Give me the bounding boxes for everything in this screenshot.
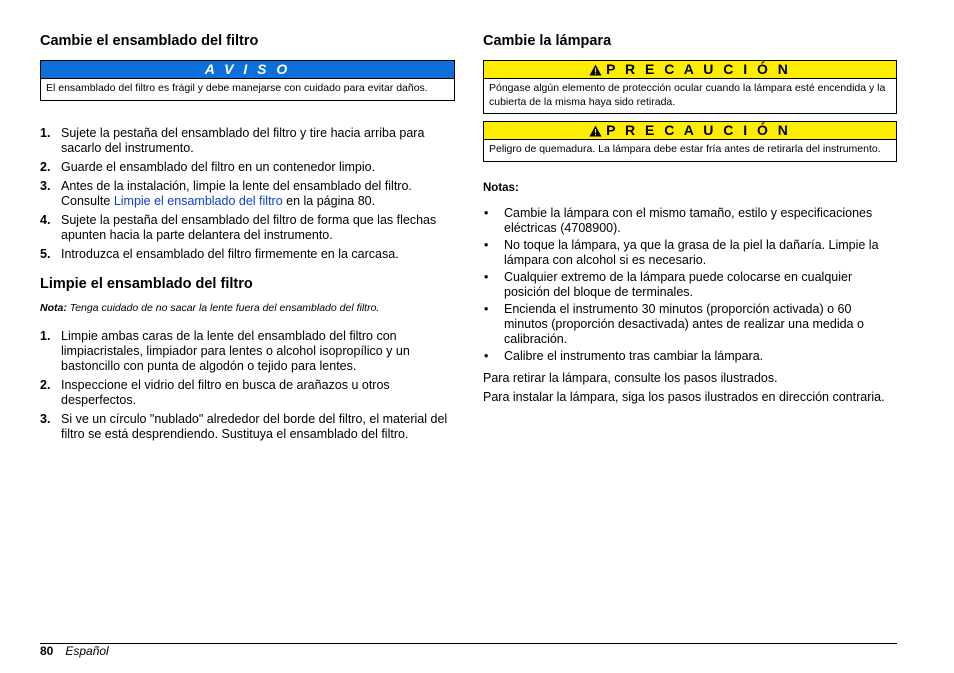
caution-text-2: Peligro de quemadura. La lámpara debe estar fría antes de retirarla del instrumento.: [489, 143, 881, 155]
change-filter-steps: [40, 126, 455, 262]
notes-label: Notas:: [483, 182, 519, 194]
section-title-change-filter: Cambie el ensamblado del filtro: [40, 33, 259, 49]
list-item: 5. Introduzca el ensamblado del filtro firmemente en la carcasa.: [40, 247, 399, 261]
link-clean-filter[interactable]: Limpie el ensamblado del filtro: [113, 194, 283, 208]
warning-triangle-icon: [589, 64, 602, 76]
list-item: 3. Si ve un círculo "nublado" alrededor del borde del filtro, el material del filtro se está desprendiendo. Sustituya el ensamblado del filtro.: [40, 412, 448, 441]
caution-notice-2: [483, 121, 897, 162]
list-item: 3. Antes de la instalación, limpie la lente del ensamblado del filtro. Consulte Limpie el ensamblado del filtro en la página 80.: [40, 179, 412, 208]
footer-language: Español: [65, 644, 109, 658]
aviso-text: El ensamblado del filtro es frágil y debe manejarse con cuidado para evitar daños.: [46, 82, 428, 94]
footer-divider: [40, 643, 897, 644]
caution-label: P R E C A U C I Ó N: [484, 61, 896, 79]
page-footer: [40, 644, 109, 658]
warning-triangle-icon: [589, 125, 602, 137]
list-item: 4. Sujete la pestaña del ensamblado del filtro de forma que las flechas apunten hacia la parte delantera del instrumento.: [40, 213, 437, 242]
caution-label: P R E C A U C I Ó N: [484, 122, 896, 140]
list-item: • Encienda el instrumento 30 minutos (proporción activada) o 60 minutos (proporción desactivada) antes de realizar una medida o calibración.: [484, 302, 864, 346]
aviso-label: A V I S O: [41, 61, 454, 79]
section-title-clean-filter: Limpie el ensamblado del filtro: [40, 276, 253, 292]
list-item: 1. Sujete la pestaña del ensamblado del filtro y tire hacia arriba para sacarlo del instrumento.: [40, 126, 425, 155]
list-item: • Cualquier extremo de la lámpara puede colocarse en cualquier posición del bloque de terminales.: [484, 270, 853, 299]
aviso-notice: [40, 60, 455, 101]
list-item: 1. Limpie ambas caras de la lente del ensamblado del filtro con limpiacristales, limpiador para lentes o alcohol isopropílico y un bastoncillo con punta de algodón o tejido para lentes.: [40, 329, 410, 373]
page-number: 80: [40, 644, 54, 658]
clean-filter-steps: [40, 329, 455, 442]
list-item: 2. Inspeccione el vidrio del filtro en busca de arañazos u otros desperfectos.: [40, 378, 390, 407]
paragraph-install-lamp: Para instalar la lámpara, siga los pasos ilustrados en dirección contraria.: [483, 390, 885, 404]
lamp-notes-list: [483, 206, 897, 364]
list-item: 2. Guarde el ensamblado del filtro en un contenedor limpio.: [40, 160, 376, 174]
paragraph-remove-lamp: Para retirar la lámpara, consulte los pasos ilustrados.: [483, 371, 778, 385]
caution-text-1: Póngase algún elemento de protección ocular cuando la lámpara esté encendida y la cubierta de la misma haya sido retirada.: [489, 82, 886, 108]
caution-notice-1: [483, 60, 897, 114]
section-title-change-lamp: Cambie la lámpara: [483, 33, 612, 49]
list-item: • Calibre el instrumento tras cambiar la lámpara.: [484, 349, 764, 363]
note-clean-filter: Nota: Tenga cuidado de no sacar la lente fuera del ensamblado del filtro.: [40, 302, 380, 314]
list-item: • Cambie la lámpara con el mismo tamaño, estilo y especificaciones eléctricas (4708900).: [484, 206, 873, 235]
list-item: • No toque la lámpara, ya que la grasa de la piel la dañaría. Limpie la lámpara con alcohol si es necesario.: [484, 238, 879, 267]
